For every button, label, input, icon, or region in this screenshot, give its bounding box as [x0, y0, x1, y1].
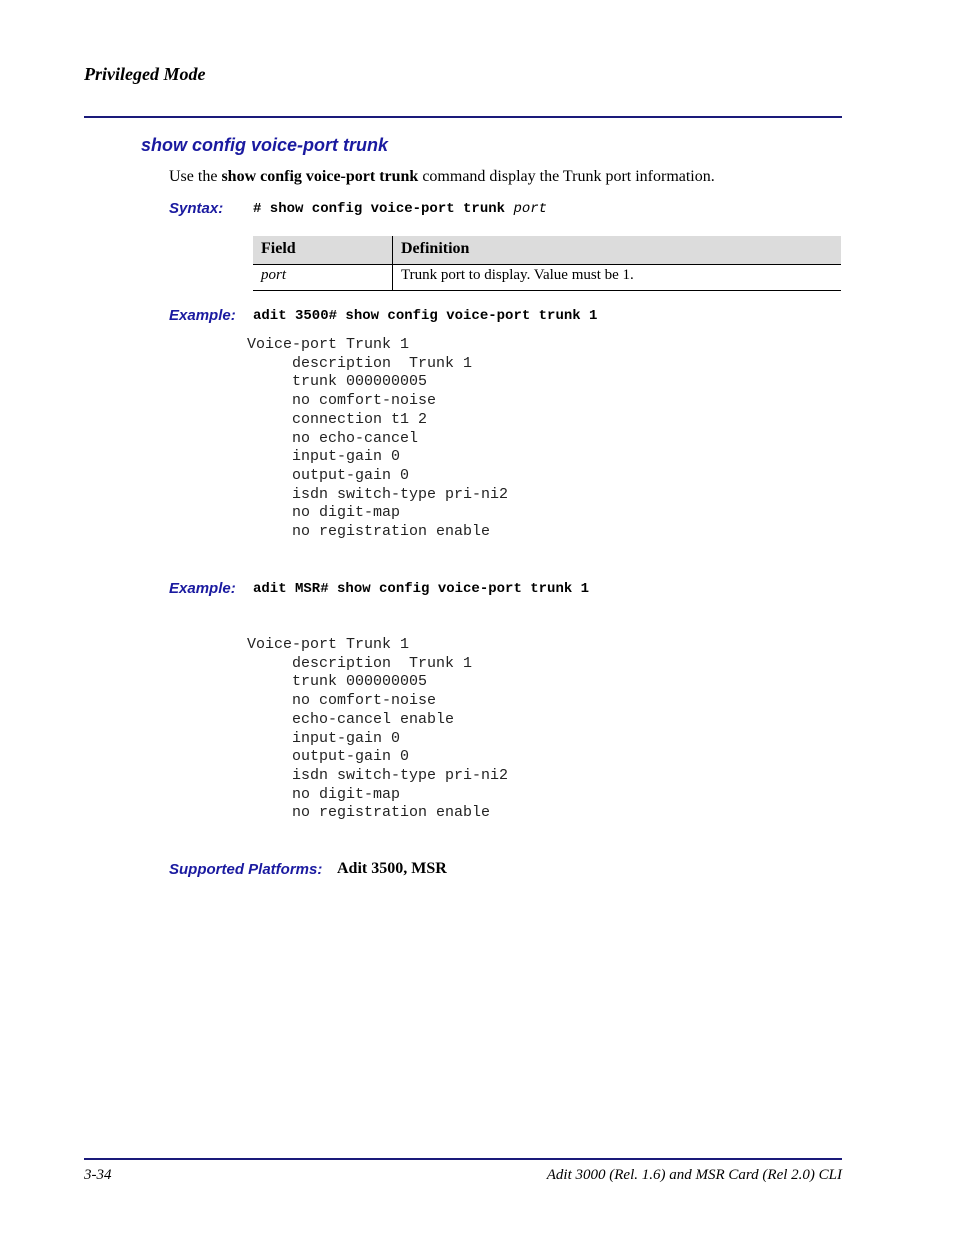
footer-rule	[84, 1158, 842, 1160]
syntax-command-text: # show config voice-port trunk	[253, 201, 514, 217]
syntax-label: Syntax:	[169, 200, 224, 217]
header-rule	[84, 116, 842, 118]
syntax-command	[253, 201, 547, 217]
intro-suffix: command display the Trunk port information.	[418, 168, 715, 185]
page-number: 3-34	[84, 1167, 112, 1183]
running-head: Privileged Mode	[84, 64, 206, 84]
example-2-label: Example:	[169, 580, 236, 597]
document-title: Adit 3000 (Rel. 1.6) and MSR Card (Rel 2.0) CLI	[546, 1167, 842, 1183]
field-definition-table	[253, 236, 841, 291]
intro-prefix: Use the	[169, 168, 222, 185]
definition-cell: Trunk port to display. Value must be 1.	[393, 265, 842, 291]
syntax-argument: port	[513, 201, 548, 217]
intro-paragraph	[169, 168, 715, 186]
table-row	[253, 265, 841, 291]
supported-platforms-label: Supported Platforms:	[169, 861, 323, 878]
example-2-command: adit MSR# show config voice-port trunk 1	[253, 581, 590, 597]
field-cell: port	[253, 265, 393, 291]
header-definition: Definition	[393, 236, 842, 265]
intro-command: show config voice-port trunk	[221, 168, 419, 185]
header-field: Field	[253, 236, 393, 265]
section-title: show config voice-port trunk	[141, 135, 389, 155]
table-header-row	[253, 236, 841, 265]
supported-platforms-value: Adit 3500, MSR	[337, 860, 447, 877]
example-1-command: adit 3500# show config voice-port trunk 1	[253, 308, 598, 324]
example-1-label: Example:	[169, 307, 236, 324]
example-2-output: Voice-port Trunk 1 description Trunk 1 trunk 000000005 no comfort-noise echo-cancel enable input-gain 0 output-gain 0 isdn switch-type pri-ni2 no digit-map no registration enable	[247, 636, 509, 822]
example-1-output: Voice-port Trunk 1 description Trunk 1 trunk 000000005 no comfort-noise connection t1 2 no echo-cancel input-gain 0 output-gain 0 isdn switch-type pri-ni2 no digit-map no registration enable	[247, 336, 509, 541]
